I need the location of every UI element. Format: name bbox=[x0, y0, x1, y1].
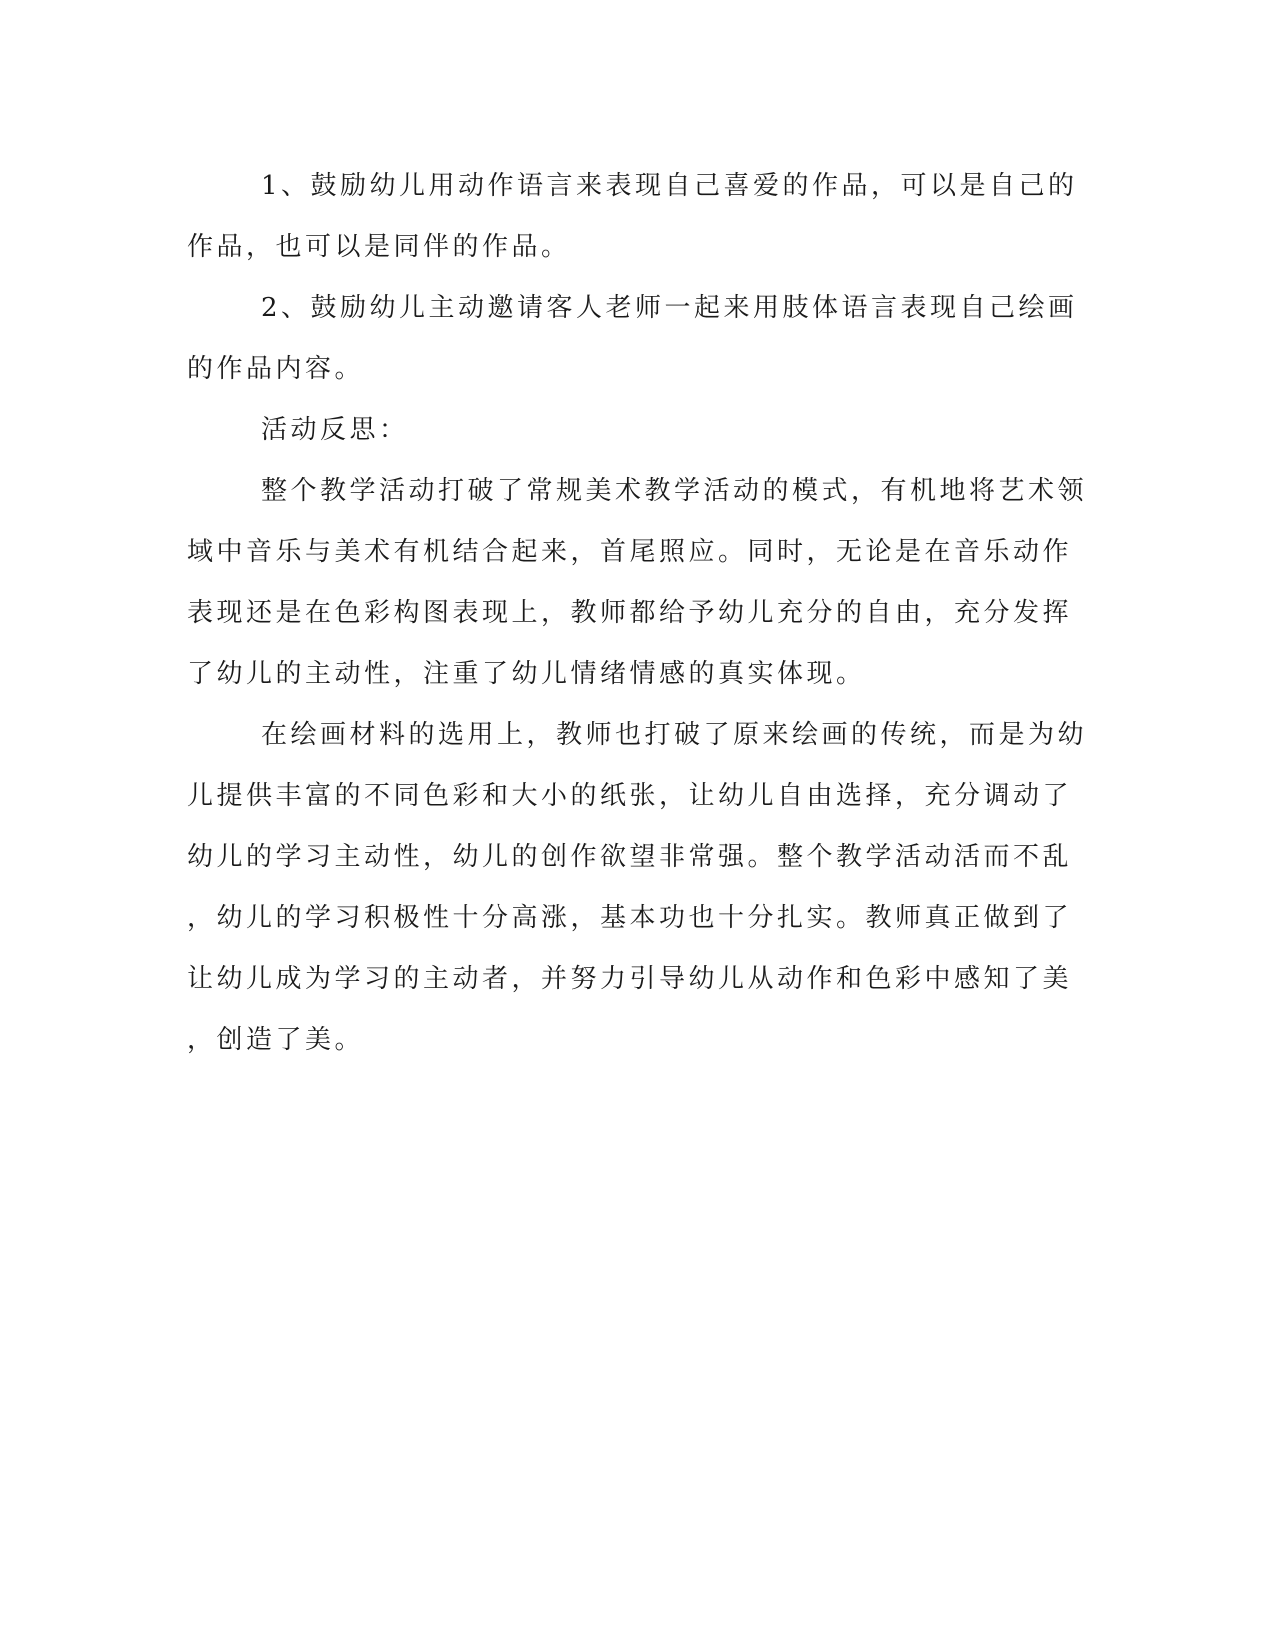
text-line: 的作品内容。 bbox=[187, 354, 365, 384]
text-line: 表现还是在色彩构图表现上，教师都给予幼儿充分的自由，充分发挥 bbox=[187, 598, 1073, 628]
paragraph-invite-guest-teacher bbox=[187, 278, 1078, 400]
section-heading-reflection bbox=[187, 400, 1067, 461]
text-line: 域中音乐与美术有机结合起来，首尾照应。同时，无论是在音乐动作 bbox=[187, 537, 1073, 567]
text-line: 1、鼓励幼儿用动作语言来表现自己喜爱的作品，可以是自己的 bbox=[261, 171, 1078, 201]
text-line: 2、鼓励幼儿主动邀请客人老师一起来用肢体语言表现自己绘画 bbox=[261, 293, 1078, 323]
paragraph-reflection-1 bbox=[187, 461, 1088, 705]
text-line: 作品，也可以是同伴的作品。 bbox=[187, 232, 571, 262]
text-line: 幼儿的学习主动性，幼儿的创作欲望非常强。整个教学活动活而不乱 bbox=[187, 842, 1073, 872]
text-line: 在绘画材料的选用上，教师也打破了原来绘画的传统，而是为幼 bbox=[261, 720, 1088, 750]
text-line: 儿提供丰富的不同色彩和大小的纸张，让幼儿自由选择，充分调动了 bbox=[187, 781, 1073, 811]
paragraph-reflection-2 bbox=[187, 705, 1088, 1071]
section-heading: 活动反思： bbox=[261, 415, 409, 445]
text-line: 让幼儿成为学习的主动者，并努力引导幼儿从动作和色彩中感知了美 bbox=[187, 964, 1073, 994]
text-line: 了幼儿的主动性，注重了幼儿情绪情感的真实体现。 bbox=[187, 659, 866, 689]
text-line: 整个教学活动打破了常规美术教学活动的模式，有机地将艺术领 bbox=[261, 476, 1088, 506]
text-line: ，创造了美。 bbox=[187, 1025, 365, 1055]
text-line: ，幼儿的学习积极性十分高涨，基本功也十分扎实。教师真正做到了 bbox=[187, 903, 1073, 933]
document-body bbox=[187, 156, 1088, 1071]
paragraph-encourage-movement bbox=[187, 156, 1078, 278]
